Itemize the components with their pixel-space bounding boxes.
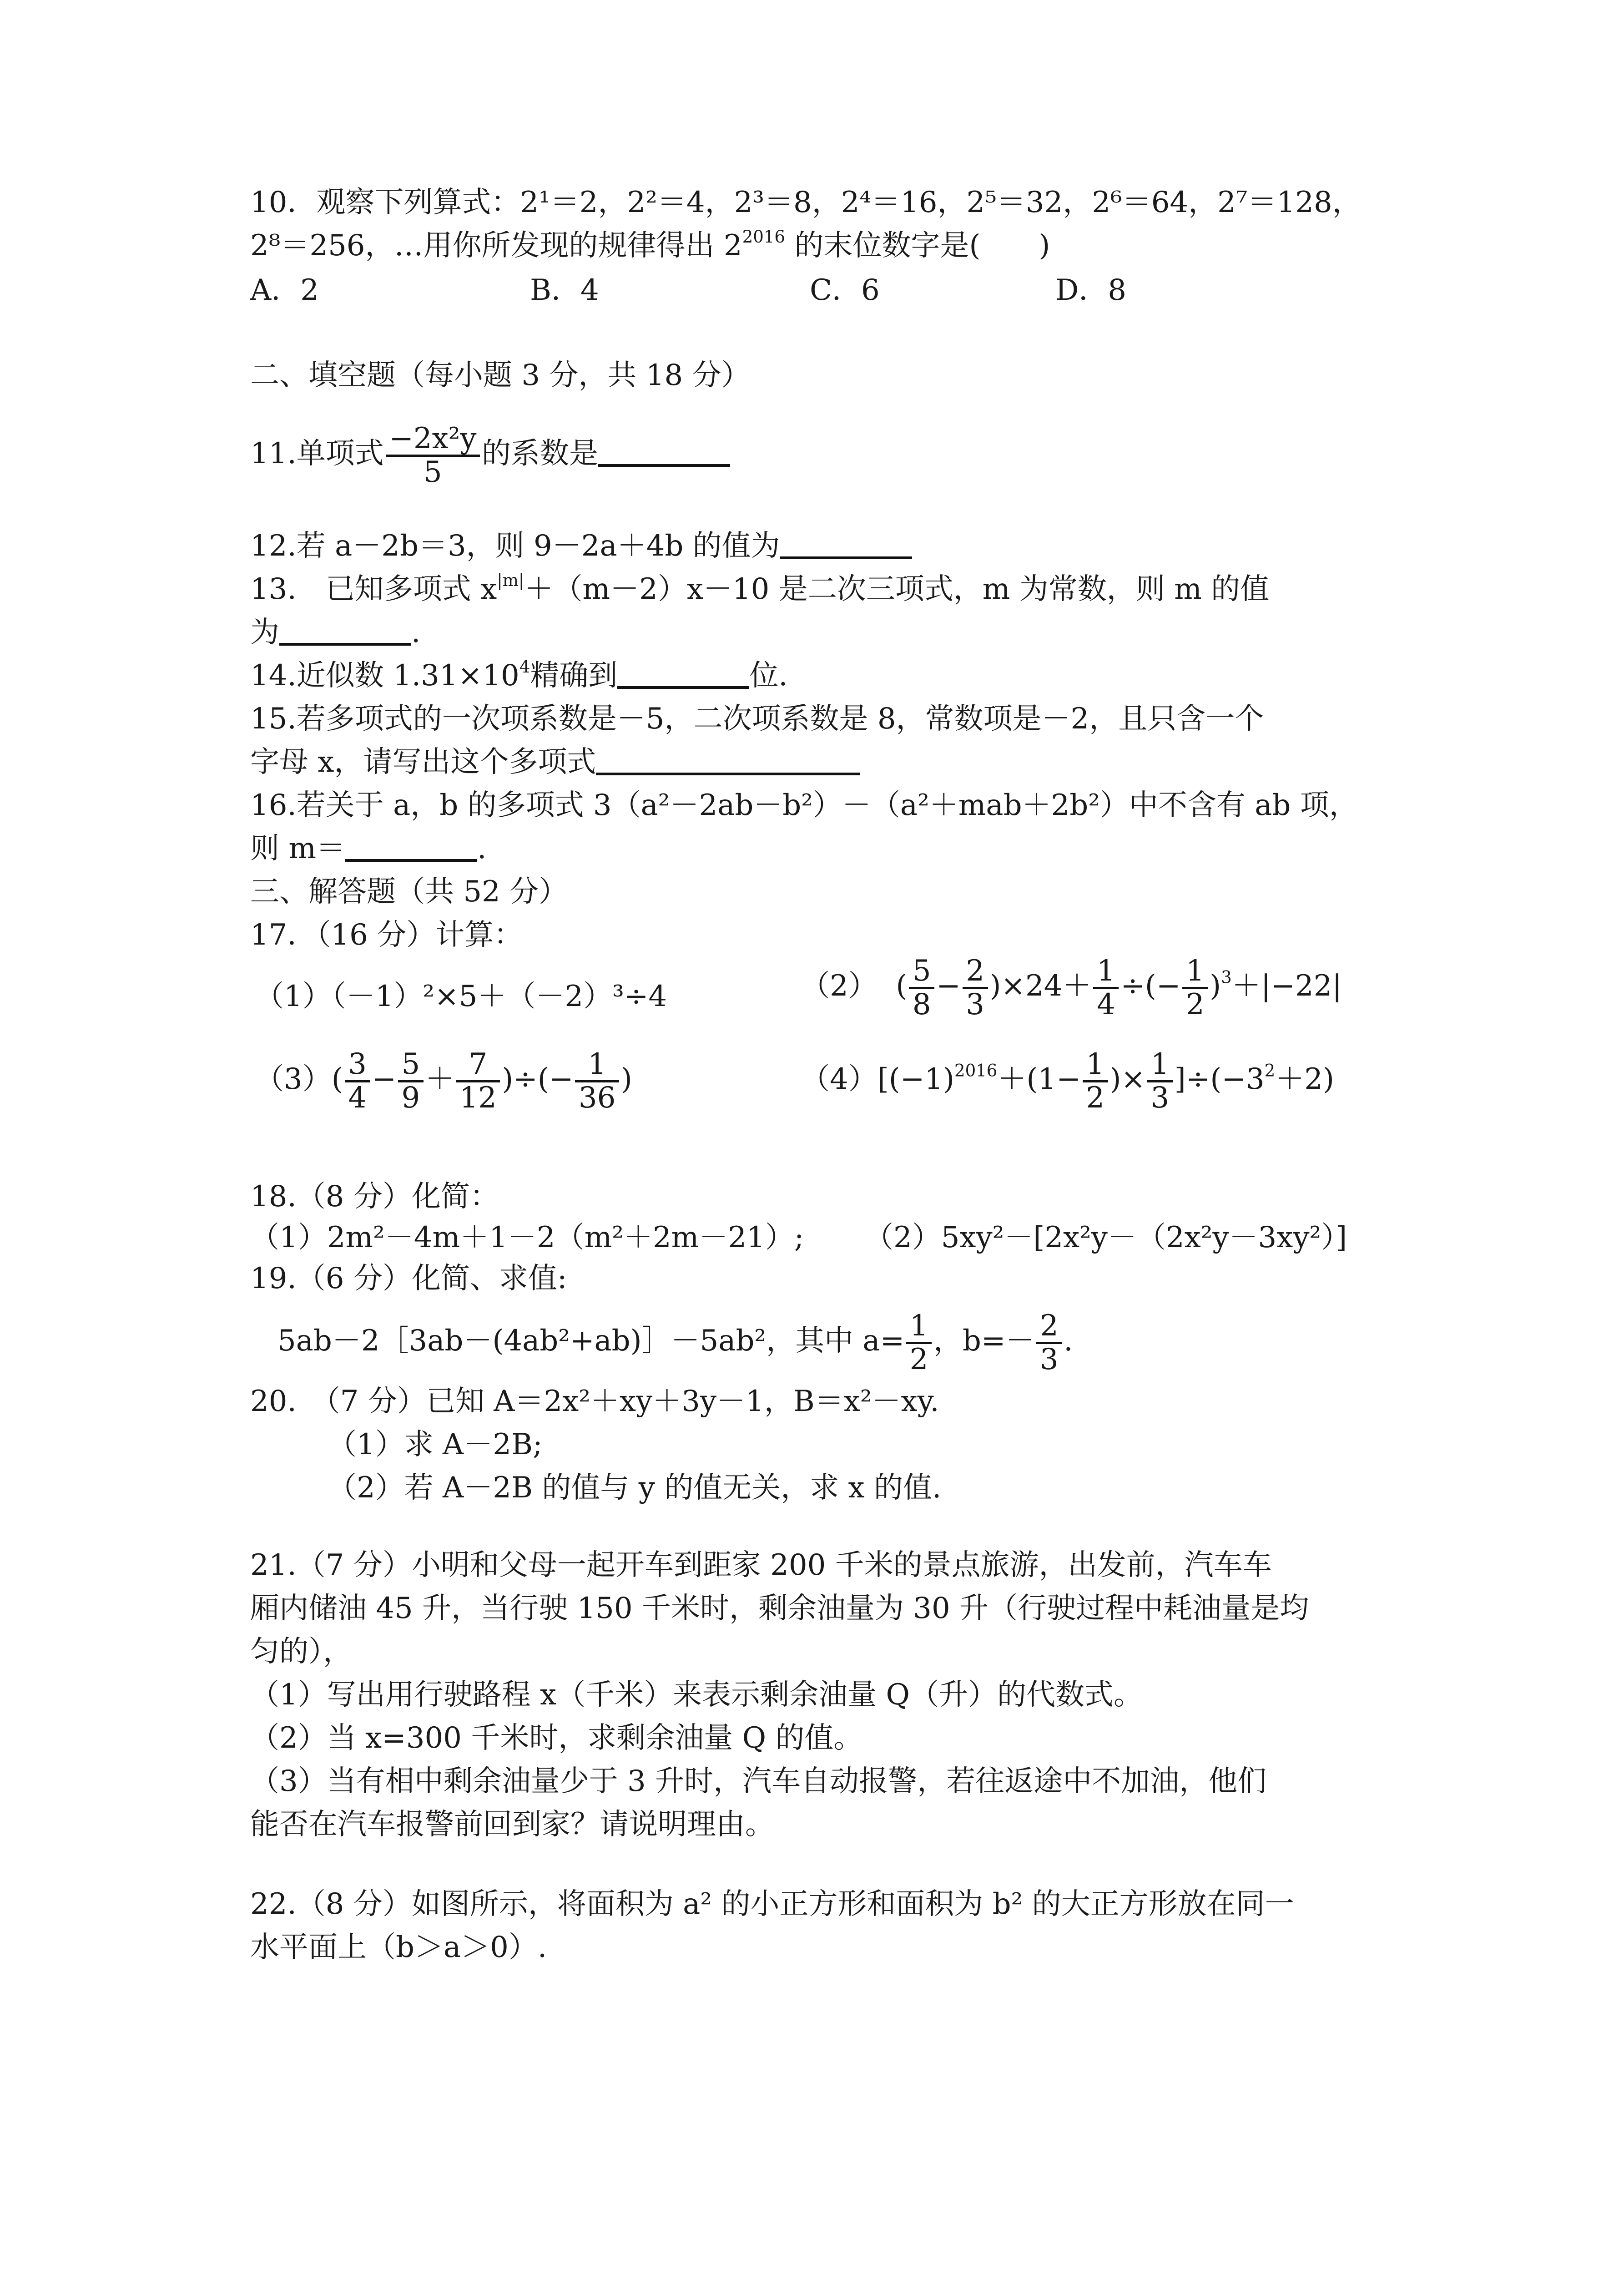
q10-option-d: D．8 xyxy=(1055,273,1127,307)
q11-fraction: $\frac{\text{−2x²y}}{5}$ xyxy=(386,423,480,488)
q21-part3-line2: 能否在汽车报警前回到家？请说明理由。 xyxy=(250,1808,774,1841)
q13-answer-blank[interactable] xyxy=(279,617,411,646)
q13-line2: 为 . xyxy=(250,616,421,649)
q10-option-b: B．4 xyxy=(530,273,599,307)
q13-line1: 13. 已知多项式 $x^{|m|}+(m-2)x-10$ 是二次三项式，m 为常数，则 m 的值 xyxy=(250,571,1270,606)
q10-option-a: A．2 xyxy=(250,273,319,307)
q17-part1: （1）（－1）²×5＋（－2）³÷4 xyxy=(255,980,667,1013)
q10-line2: 2⁸＝256，…用你所发现的规律得出 $2^{2016}$ 的末位数字是( ) xyxy=(250,227,1050,263)
q14-answer-blank[interactable] xyxy=(617,660,749,689)
q19-expression: 5ab－2［3ab－(4ab²+ab)］－5ab²，其中 a= $\frac{1}{2}$ ，b=－ $\frac{2}{3}$ . xyxy=(277,1309,1073,1377)
q17-part3: （3）( $\frac{3}{4}$ − $\frac{5}{9}$ ＋ $\frac{7}{12}$ )÷(− $\frac{1}{36}$ ) xyxy=(255,1047,632,1115)
q20-line1: 20. （7 分）已知 A＝2x²＋xy＋3y－1，B＝x²－xy. xyxy=(250,1385,939,1418)
q18-title: 18.（8 分）化简： xyxy=(250,1180,499,1213)
q18-part2: （2）5xy²－[2x²y－（2x²y－3xy²）] xyxy=(864,1221,1347,1254)
q14-line: 14.近似数 $1.31\times 10^4$精确到 位. xyxy=(250,657,788,693)
q20-part2: （2）若 A－2B 的值与 y 的值无关，求 x 的值. xyxy=(328,1471,942,1505)
section3-title: 三、解答题（共 52 分） xyxy=(250,875,568,909)
q17-part4: $(4)[(-1)^{2016}+(1-$ $\frac{1}{2}$ )× $\frac{1}{3}$ ]$\div(-3^2+2)$ xyxy=(801,1047,1334,1115)
q20-part1: （1）求 A－2B; xyxy=(328,1428,543,1461)
q19-title: 19.（6 分）化简、求值: xyxy=(250,1262,567,1295)
q11-answer-blank[interactable] xyxy=(598,438,730,467)
q10-option-c: C．6 xyxy=(810,273,880,307)
q16-line2: 则 m＝ . xyxy=(250,832,487,865)
q12-answer-blank[interactable] xyxy=(780,530,912,559)
q21-line1: 21.（7 分）小明和父母一起开车到距家 200 千米的景点旅游，出发前，汽车车 xyxy=(250,1548,1272,1582)
q16-line1: 16.若关于 a，b 的多项式 3（a²－2ab－b²）－（a²＋mab＋2b²）中不含有 ab 项， xyxy=(250,789,1358,822)
q22-line1: 22.（8 分）如图所示，将面积为 a² 的小正方形和面积为 b² 的大正方形放在同一 xyxy=(250,1887,1294,1921)
q21-part2: （2）当 x=300 千米时，求剩余油量 Q 的值。 xyxy=(250,1721,863,1755)
q21-line2: 厢内储油 45 升，当行驶 150 千米时，剩余油量为 30 升（行驶过程中耗油量是均 xyxy=(250,1592,1309,1625)
q15-line2: 字母 x，请写出这个多项式 xyxy=(250,744,860,780)
q10-line1: 10．观察下列算式：2¹＝2，2²＝4，2³＝8，2⁴＝16，2⁵＝32，2⁶＝64，2⁷＝128， xyxy=(250,186,1362,219)
q15-answer-blank[interactable] xyxy=(596,746,860,775)
q18-part1: （1）2m²－4m＋1－2（m²＋2m－21）; xyxy=(250,1221,804,1254)
q21-line3: 匀的）， xyxy=(250,1635,352,1668)
section2-title: 二、填空题（每小题 3 分，共 18 分） xyxy=(250,359,751,392)
q21-part1: （1）写出用行驶路程 x（千米）来表示剩余油量 Q（升）的代数式。 xyxy=(250,1678,1143,1712)
q16-answer-blank[interactable] xyxy=(345,833,477,862)
q17-title: 17．（16 分）计算： xyxy=(250,918,523,952)
q11-line: 11.单项式 $\frac{\text{−2x²y}}{5}$ 的系数是 xyxy=(250,423,730,488)
q17-part2: （2） ( $\frac{5}{8}$ − $\frac{2}{3}$ )×24＋ $\frac{1}{4}$ ÷(− $\frac{1}{2}$ )$^3$＋|−22| xyxy=(801,954,1342,1022)
q15-line1: 15.若多项式的一次项系数是－5，二次项系数是 8，常数项是－2，且只含一个 xyxy=(250,702,1264,736)
q12-line: 12.若 a－2b＝3，则 9－2a＋4b 的值为 xyxy=(250,528,912,564)
q21-part3-line1: （3）当有相中剩余油量少于 3 升时，汽车自动报警，若往返途中不加油，他们 xyxy=(250,1764,1267,1798)
q22-line2: 水平面上（b＞a＞0）. xyxy=(250,1931,547,1964)
